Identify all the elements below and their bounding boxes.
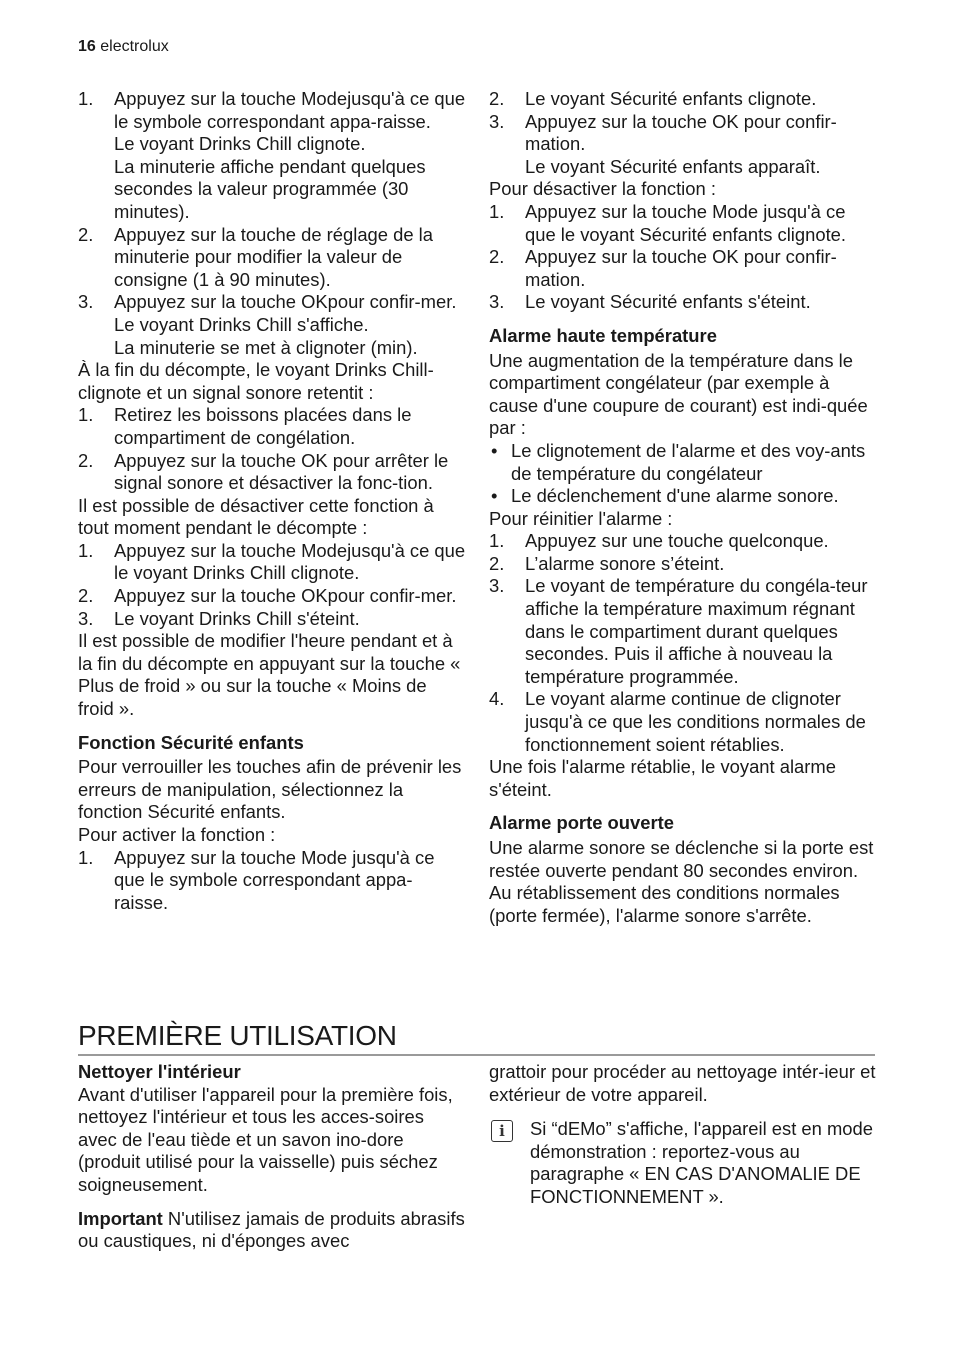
page-number: 16 xyxy=(78,38,96,55)
para-door-alarm: Une alarme sonore se déclenche si la porte est restée ouverte pendant 80 secondes environ. xyxy=(489,837,874,881)
step-subtext: La minuterie affiche pendant quelques secondes la valeur programmée (30 minutes). xyxy=(114,155,426,222)
step-text: L’alarme sonore s’éteint. xyxy=(525,552,725,574)
step-subtext: Le voyant Drinks Chill clignote. xyxy=(114,133,366,155)
heading-high-temp-alarm: Alarme haute température xyxy=(489,324,717,346)
bullet-item xyxy=(489,485,877,508)
step-text: Appuyez sur la touche OKpour confir-mer. xyxy=(114,585,457,607)
list-item xyxy=(78,291,466,314)
para-deactivate: Pour désactiver la fonction : xyxy=(489,178,716,200)
list-item xyxy=(489,291,877,314)
para-end-countdown: À la fin du décompte, le voyant Drinks Chill-clignote et un signal sonore retentit : xyxy=(78,359,434,403)
step-text: Le voyant Sécurité enfants clignote. xyxy=(525,88,817,109)
step-number: 3. xyxy=(78,291,94,313)
right-column xyxy=(489,88,877,927)
list-item xyxy=(489,553,877,576)
step-number: 2. xyxy=(489,246,505,268)
list-item xyxy=(489,530,877,553)
info-note xyxy=(489,1118,877,1208)
list-item xyxy=(489,688,877,756)
step-number: 4. xyxy=(489,688,505,710)
left-column xyxy=(78,88,466,914)
bottom-right-column xyxy=(489,1061,877,1209)
list-item xyxy=(489,201,877,246)
steps-disable xyxy=(78,540,466,630)
para-modify-time: Il est possible de modifier l'heure pendant et à la fin du décompte en appuyant sur la touche « Plus de froid » ou sur la touche « Moins de froid ». xyxy=(78,630,461,720)
step-text: Appuyez sur la touche Mode jusqu'à ce que le symbole correspondant appa-raisse. xyxy=(114,846,435,913)
list-item xyxy=(489,246,877,291)
step-text: Appuyez sur la touche Modejusqu'à ce que le voyant Drinks Chill clignote. xyxy=(114,539,466,584)
step-subtext: La minuterie se met à clignoter (min). xyxy=(114,336,418,358)
bullet-icon: • xyxy=(491,485,498,507)
list-item xyxy=(489,88,877,111)
step-number: 2. xyxy=(78,449,94,471)
step-text: Appuyez sur la touche OK pour arrêter le signal sonore et désactiver la fonc-tion. xyxy=(114,449,449,494)
step-text: Le voyant Sécurité enfants s'éteint. xyxy=(525,291,811,313)
bottom-left-column xyxy=(78,1061,466,1253)
list-item xyxy=(489,575,877,688)
para-child-lock: Pour verrouiller les touches afin de prévenir les erreurs de manipulation, sélectionnez la fonction Sécurité enfants. xyxy=(78,756,462,823)
step-text: Appuyez sur la touche Modejusqu'à ce que le symbole correspondant appa-raisse. xyxy=(114,88,466,132)
para-disable: Il est possible de désactiver cette fonction à tout moment pendant le décompte : xyxy=(78,494,434,539)
bullet-text: Le clignotement de l'alarme et des voy-ants de température du congélateur xyxy=(511,439,866,484)
step-subtext: Le voyant Sécurité enfants apparaît. xyxy=(525,155,821,177)
para-clean-continued: grattoir pour procéder au nettoyage intér-ieur et extérieur de votre appareil. xyxy=(489,1061,876,1105)
step-text: Le voyant alarme continue de clignoter jusqu'à ce que les conditions normales de fonctionnement soient rétablies. xyxy=(525,688,866,755)
list-item xyxy=(78,450,466,495)
step-number: 1. xyxy=(78,404,94,426)
step-text: Appuyez sur la touche OK pour confir-mation. xyxy=(525,110,837,155)
list-item xyxy=(78,540,466,585)
step-number: 2. xyxy=(489,88,505,109)
list-item xyxy=(78,585,466,608)
step-text: Appuyez sur une touche quelconque. xyxy=(525,530,829,552)
brand-name: electrolux xyxy=(100,38,169,55)
step-number: 2. xyxy=(78,585,94,607)
bullet-text: Le déclenchement d'une alarme sonore. xyxy=(511,485,839,507)
info-note-text: Si “dEMo” s'affiche, l'appareil est en mode démonstration : reportez-vous au paragraphe « EN CAS D'ANOMALIE DE FONCTIONNEMENT ». xyxy=(530,1118,873,1207)
section-title: PREMIÈRE UTILISATION xyxy=(78,1019,875,1056)
step-subtext: Le voyant Drinks Chill s'affiche. xyxy=(114,313,369,335)
bullet-icon: • xyxy=(491,439,498,461)
step-number: 3. xyxy=(489,291,505,313)
step-text: Appuyez sur la touche OKpour confir-mer. xyxy=(114,291,457,313)
para-high-temp: Une augmentation de la température dans le compartiment congélateur (par exemple à cause d'une coupure de courant) est indi-quée par : xyxy=(489,349,868,439)
bullets-high-temp xyxy=(489,440,877,508)
para-activate: Pour activer la fonction : xyxy=(78,824,276,845)
steps-end-countdown xyxy=(78,404,466,494)
steps-deactivate xyxy=(489,201,877,314)
step-number: 2. xyxy=(78,223,94,245)
list-item xyxy=(78,88,466,133)
steps-activate xyxy=(78,847,466,915)
para-important xyxy=(78,1208,466,1253)
heading-clean-interior: Nettoyer l'intérieur xyxy=(78,1061,241,1082)
heading-child-lock: Fonction Sécurité enfants xyxy=(78,731,304,753)
list-item xyxy=(489,111,877,156)
step-number: 1. xyxy=(78,88,94,109)
para-after-reset: Une fois l'alarme rétablie, le voyant alarme s'éteint. xyxy=(489,756,836,800)
step-number: 1. xyxy=(489,200,505,222)
para-door-alarm-2: Au rétablissement des conditions normales (porte fermée), l'alarme sonore s'arrête. xyxy=(489,882,840,926)
step-number: 2. xyxy=(489,552,505,574)
step-number: 3. xyxy=(78,607,94,629)
step-text: Appuyez sur la touche de réglage de la minuterie pour modifier la valeur de consigne (1 à 90 minutes). xyxy=(114,223,433,290)
info-icon: i xyxy=(491,1120,513,1142)
step-text: Appuyez sur la touche Mode jusqu'à ce que le voyant Sécurité enfants clignote. xyxy=(525,200,847,245)
list-item xyxy=(78,847,466,915)
step-number: 3. xyxy=(489,110,505,132)
para-clean-interior: Avant d'utiliser l'appareil pour la première fois, nettoyez l'intérieur et tous les acces-soires avec de l'eau tiède et un savon ino-dore (produit utilisé pour la vaisselle) puis séchez soigneusement. xyxy=(78,1083,453,1195)
steps-reset-alarm xyxy=(489,530,877,756)
list-item xyxy=(78,404,466,449)
important-label: Important xyxy=(78,1207,163,1229)
step-number: 3. xyxy=(489,575,505,597)
step-number: 1. xyxy=(78,539,94,561)
step-text: Le voyant Drinks Chill s'éteint. xyxy=(114,607,360,629)
steps-activate-continued xyxy=(489,88,877,178)
step-text: Retirez les boissons placées dans le compartiment de congélation. xyxy=(114,404,412,448)
step-text: Appuyez sur la touche OK pour confir-mation. xyxy=(525,246,837,290)
step-text: Le voyant de température du congéla-teur affiche la température maximum régnant dans le compartiment durant quelques secondes. Puis il affiche à nouveau la température programmée. xyxy=(525,575,868,687)
step-number: 1. xyxy=(489,530,505,552)
bullet-item xyxy=(489,440,877,485)
list-item xyxy=(78,224,466,292)
important-text: N'utilisez jamais de produits abrasifs ou caustiques, ni d'éponges avec xyxy=(78,1207,465,1252)
heading-door-alarm: Alarme porte ouverte xyxy=(489,812,674,834)
page-header xyxy=(78,37,169,57)
step-number: 1. xyxy=(78,846,94,868)
steps-drinks-chill xyxy=(78,88,466,359)
para-reset-alarm: Pour réinitier l'alarme : xyxy=(489,507,673,529)
list-item xyxy=(78,608,466,631)
